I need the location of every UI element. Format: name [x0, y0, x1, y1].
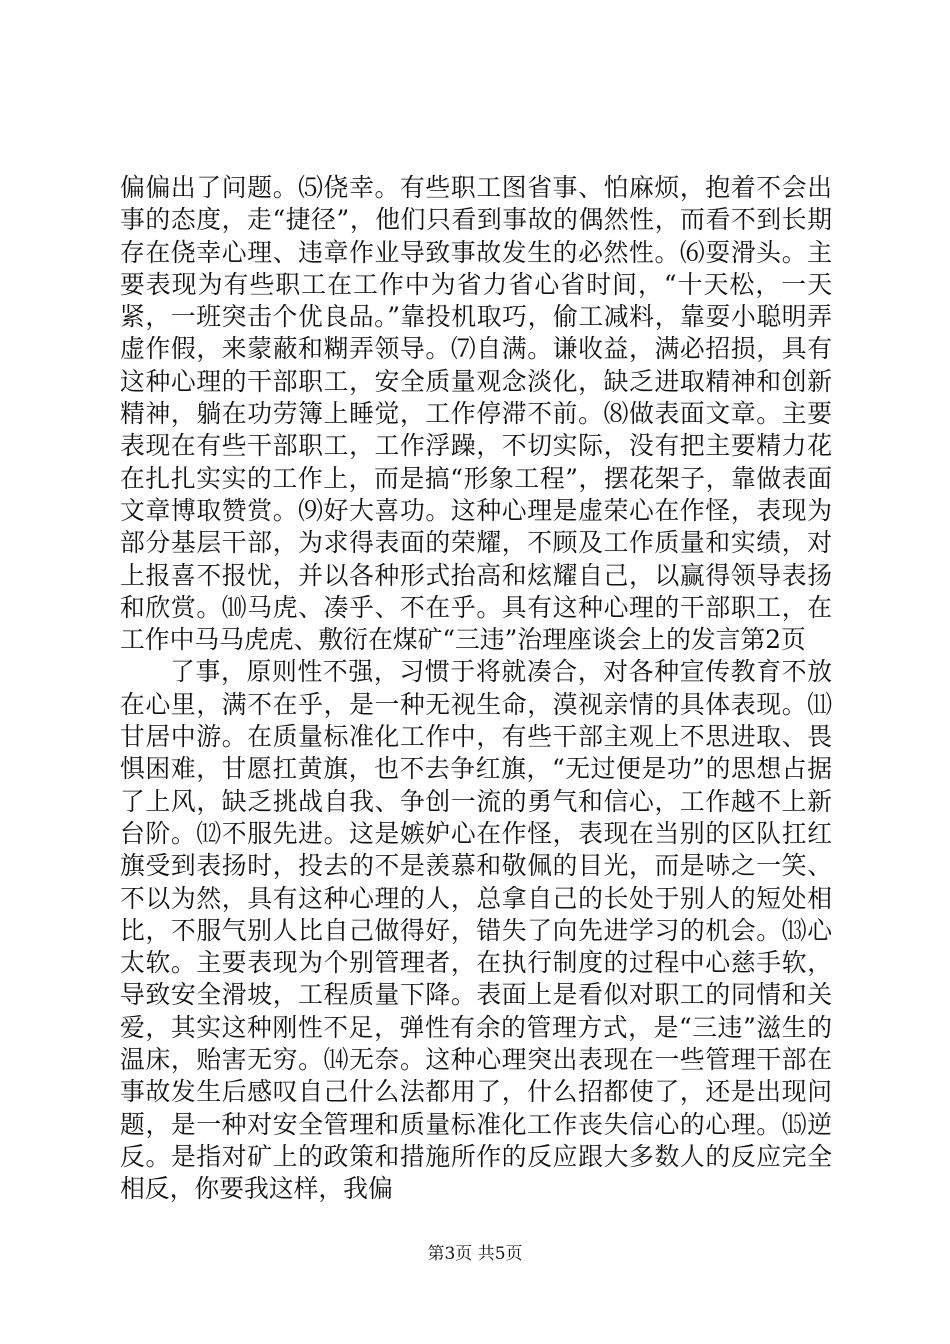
page-number-label: 第3页 共5页 — [427, 1244, 523, 1264]
document-body — [120, 172, 832, 1206]
body-paragraph-1: 偏偏出了问题。⑸侥幸。有些职工图省事、怕麻烦，抱着不会出事的态度，走“捷径”，他们只看到事故的偶然性，而看不到长期存在侥幸心理、违章作业导致事故发生的必然性。⑹耍滑头。主要表现为有些职工在工作中为省力省心省时间，“十天松，一天紧，一班突击个优良品。”靠投机取巧，偷工减料，靠耍小聪明弄虚作假，来蒙蔽和糊弄领导。⑺自满。谦收益，满必招损，具有这种心理的干部职工，安全质量观念淡化，缺乏进取精神和创新精神，躺在功劳簿上睡觉，工作停滞不前。⑻做表面文章。主要表现在有些干部职工，工作浮躁，不切实际，没有把主要精力花在扎扎实实的工作上，而是搞“形象工程”，摆花架子，靠做表面文章博取赞赏。⑼好大喜功。这种心理是虚荣心在作怪，表现为部分基层干部，为求得表面的荣耀，不顾及工作质量和实绩，对上报喜不报忧，并以各种形式抬高和炫耀自己，以赢得领导表扬和欣赏。⑽马虎、凑乎、不在乎。具有这种心理的干部职工，在工作中马马虎虎、敷衍在煤矿“三违”治理座谈会上的发言第2页 — [120, 173, 832, 655]
body-paragraph-2: 了事，原则性不强，习惯于将就凑合，对各种宣传教育不放在心里，满不在乎，是一种无视生命，漠视亲情的具体表现。⑾甘居中游。在质量标准化工作中，有些干部主观上不思进取、畏惧困难，甘愿扛黄旗，也不去争红旗，“无过便是功”的思想占据了上风，缺乏挑战自我、争创一流的勇气和信心，工作越不上新台阶。⑿不服先进。这是嫉妒心在作怪，表现在当别的区队扛红旗受到表扬时，投去的不是羡慕和敬佩的目光，而是哧之一笑、不以为然，具有这种心理的人，总拿自己的长处于别人的短处相比，不服气别人比自己做得好，错失了向先进学习的机会。⒀心太软。主要表现为个别管理者，在执行制度的过程中心慈手软，导致安全滑坡，工程质量下降。表面上是看似对职工的同情和关爱，其实这种刚性不足，弹性有余的管理方式，是“三违”滋生的温床，贻害无穷。⒁无奈。这种心理突出表现在一些管理干部在事故发生后感叹自己什么法都用了，什么招都使了，还是出现问题，是一种对安全管理和质量标准化工作丧失信心的心理。⒂逆反。是指对矿上的政策和措施所作的反应跟大多数人的反应完全相反，你要我这样，我偏 — [120, 657, 832, 1204]
page-footer — [0, 1243, 950, 1265]
